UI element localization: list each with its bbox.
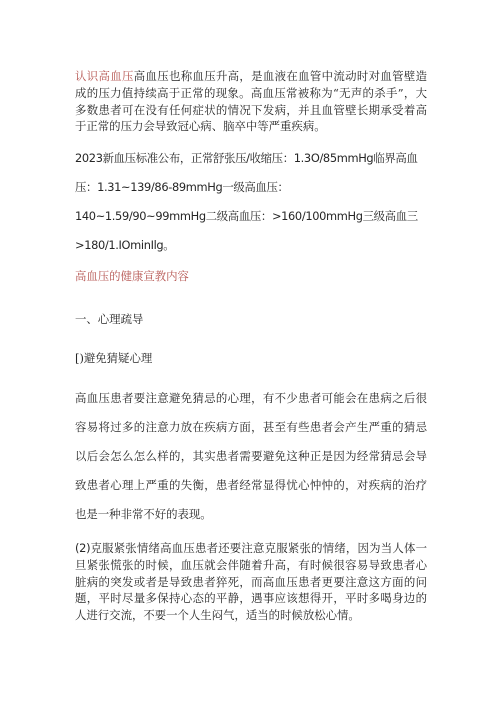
standard-line-3: 140~1.59/90~99mmHg二级高血压：>160/100mmHg三级高血三 xyxy=(75,209,418,223)
paragraph-avoid-suspicion: 高血压患者要注意避免猜忌的心理，有不少患者可能会在患病之后很容易将过多的注意力放在疾病方面，甚至有些患者会产生严重的猜忌以后会怎么怎么样的，其实患者需要避免这种正是因为经常猜忌会导致患者心理上严重的失衡，患者经常显得忧心忡忡的，对疾病的治疗也是一种非常不好的表现。 xyxy=(75,391,427,521)
intro-highlight: 认识高血压 xyxy=(75,69,134,83)
section-title: 高血压的健康宣教内容 xyxy=(75,269,189,283)
blood-pressure-standard xyxy=(75,144,427,260)
subheading-avoid-suspicion: [)避免猜疑心理 xyxy=(75,351,153,365)
paragraph-number: (2) xyxy=(75,541,91,555)
standard-line-1: 2023新血压标准公布，正常舒张压/收缩压：1.3O/85mmHg临界高血 xyxy=(75,151,418,165)
heading-psychological: 一、心理疏导 xyxy=(75,312,144,326)
intro-body: 高血压也称血压升高，是血液在血管中流动时对血管壁造成的压力值持续高于正常的现象。高血压常被称为“无声的杀手”，大多数患者可在没有任何症状的情况下发病，并且血管壁长期承受着高于正常的压力会导致冠心病、脑卒中等严重疾病。 xyxy=(75,69,427,134)
paragraph-overcome-tension xyxy=(75,540,427,624)
intro-paragraph xyxy=(75,68,427,135)
paragraph-text: 克服紧张情绪高血压患者还要注意克服紧张的情绪，因为当人体一旦紧张慌张的时候，血压就会伴随着升高，有时候很容易导致患者心脏病的突发或者是导致患者猝死，而高血压患者更要注意这方面的问题，平时尽量多保持心态的平静，遇事应该想得开，平时多喝身边的人进行交流，不要一个人生闷气，适当的时候放松心情。 xyxy=(75,541,427,623)
standard-line-4: >180/1.IOminIlg。 xyxy=(75,238,175,252)
standard-line-2: 压：1.31~139/86-89mmHg一级高血压： xyxy=(75,180,289,194)
